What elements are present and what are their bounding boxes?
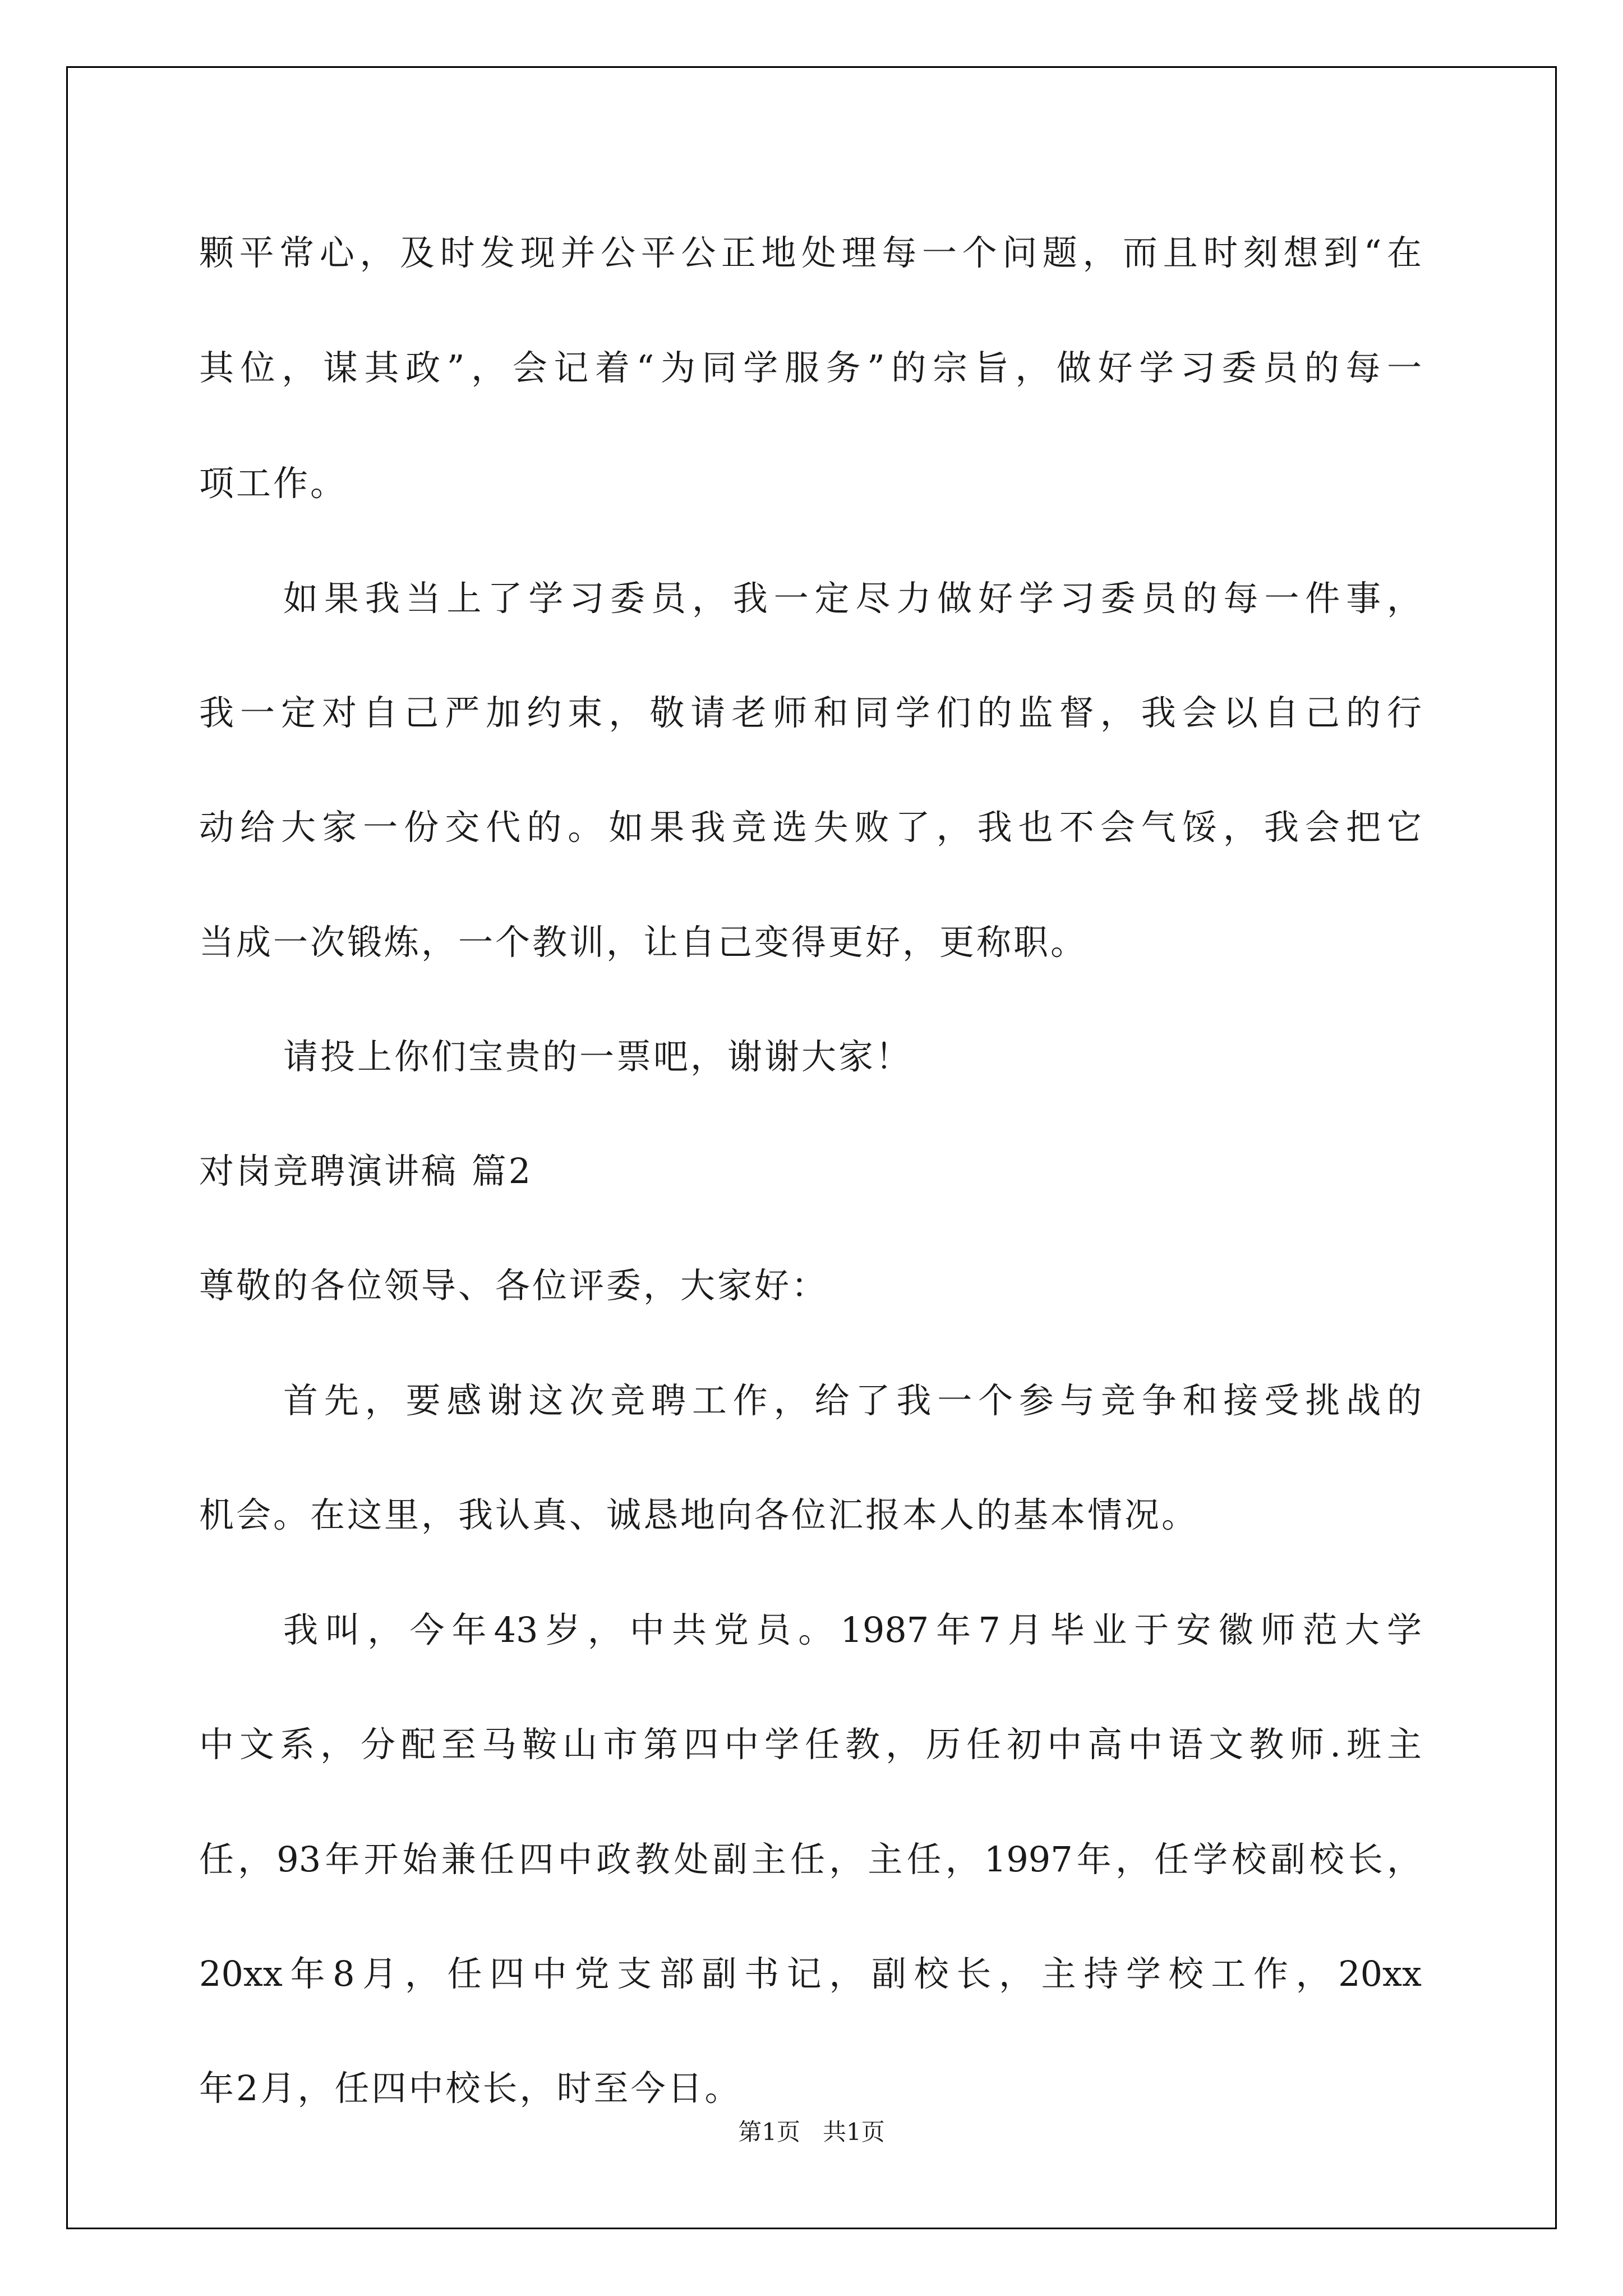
body-text-line: 颗平常心，及时发现并公平公正地处理每一个问题，而且时刻想到“在 xyxy=(199,232,1422,273)
paragraph-start-line: 我叫，今年43岁，中共党员。1987年7月毕业于安徽师范大学 xyxy=(283,1609,1422,1650)
body-text-line: 其位，谋其政”，会记着“为同学服务”的宗旨，做好学习委员的每一 xyxy=(199,347,1422,388)
body-text-line: 动给大家一份交代的。如果我竞选失败了，我也不会气馁，我会把它 xyxy=(199,807,1422,848)
page-border xyxy=(66,66,1557,2229)
paragraph-start-line: 首先，要感谢这次竞聘工作，给了我一个参与竞争和接受挑战的 xyxy=(283,1380,1422,1421)
body-text-line: 当成一次锻炼，一个教训，让自己变得更好，更称职。 xyxy=(199,922,1088,963)
body-text-line: 我一定对自己严加约束，敬请老师和同学们的监督，我会以自己的行 xyxy=(199,692,1422,733)
page-number-footer: 第1页 共1页 xyxy=(738,2118,885,2146)
section-heading: 对岗竞聘演讲稿 篇2 xyxy=(199,1151,533,1191)
body-text-line: 机会。在这里，我认真、诚恳地向各位汇报本人的基本情况。 xyxy=(199,1494,1199,1535)
body-text-line: 年2月，任四中校长，时至今日。 xyxy=(199,2068,742,2109)
paragraph-start-line: 请投上你们宝贵的一票吧，谢谢大家！ xyxy=(283,1036,913,1077)
body-text-line: 中文系，分配至马鞍山市第四中学任教，历任初中高中语文教师.班主 xyxy=(199,1724,1422,1765)
body-text-line: 20xx年8月，任四中党支部副书记，副校长，主持学校工作，20xx xyxy=(199,1953,1422,1994)
paragraph-start-line: 如果我当上了学习委员，我一定尽力做好学习委员的每一件事， xyxy=(283,578,1422,619)
body-text-line: 项工作。 xyxy=(199,463,348,504)
body-text-line: 任，93年开始兼任四中政教处副主任，主任，1997年，任学校副校长， xyxy=(199,1839,1422,1880)
salutation-line: 尊敬的各位领导、各位评委，大家好： xyxy=(199,1265,829,1306)
